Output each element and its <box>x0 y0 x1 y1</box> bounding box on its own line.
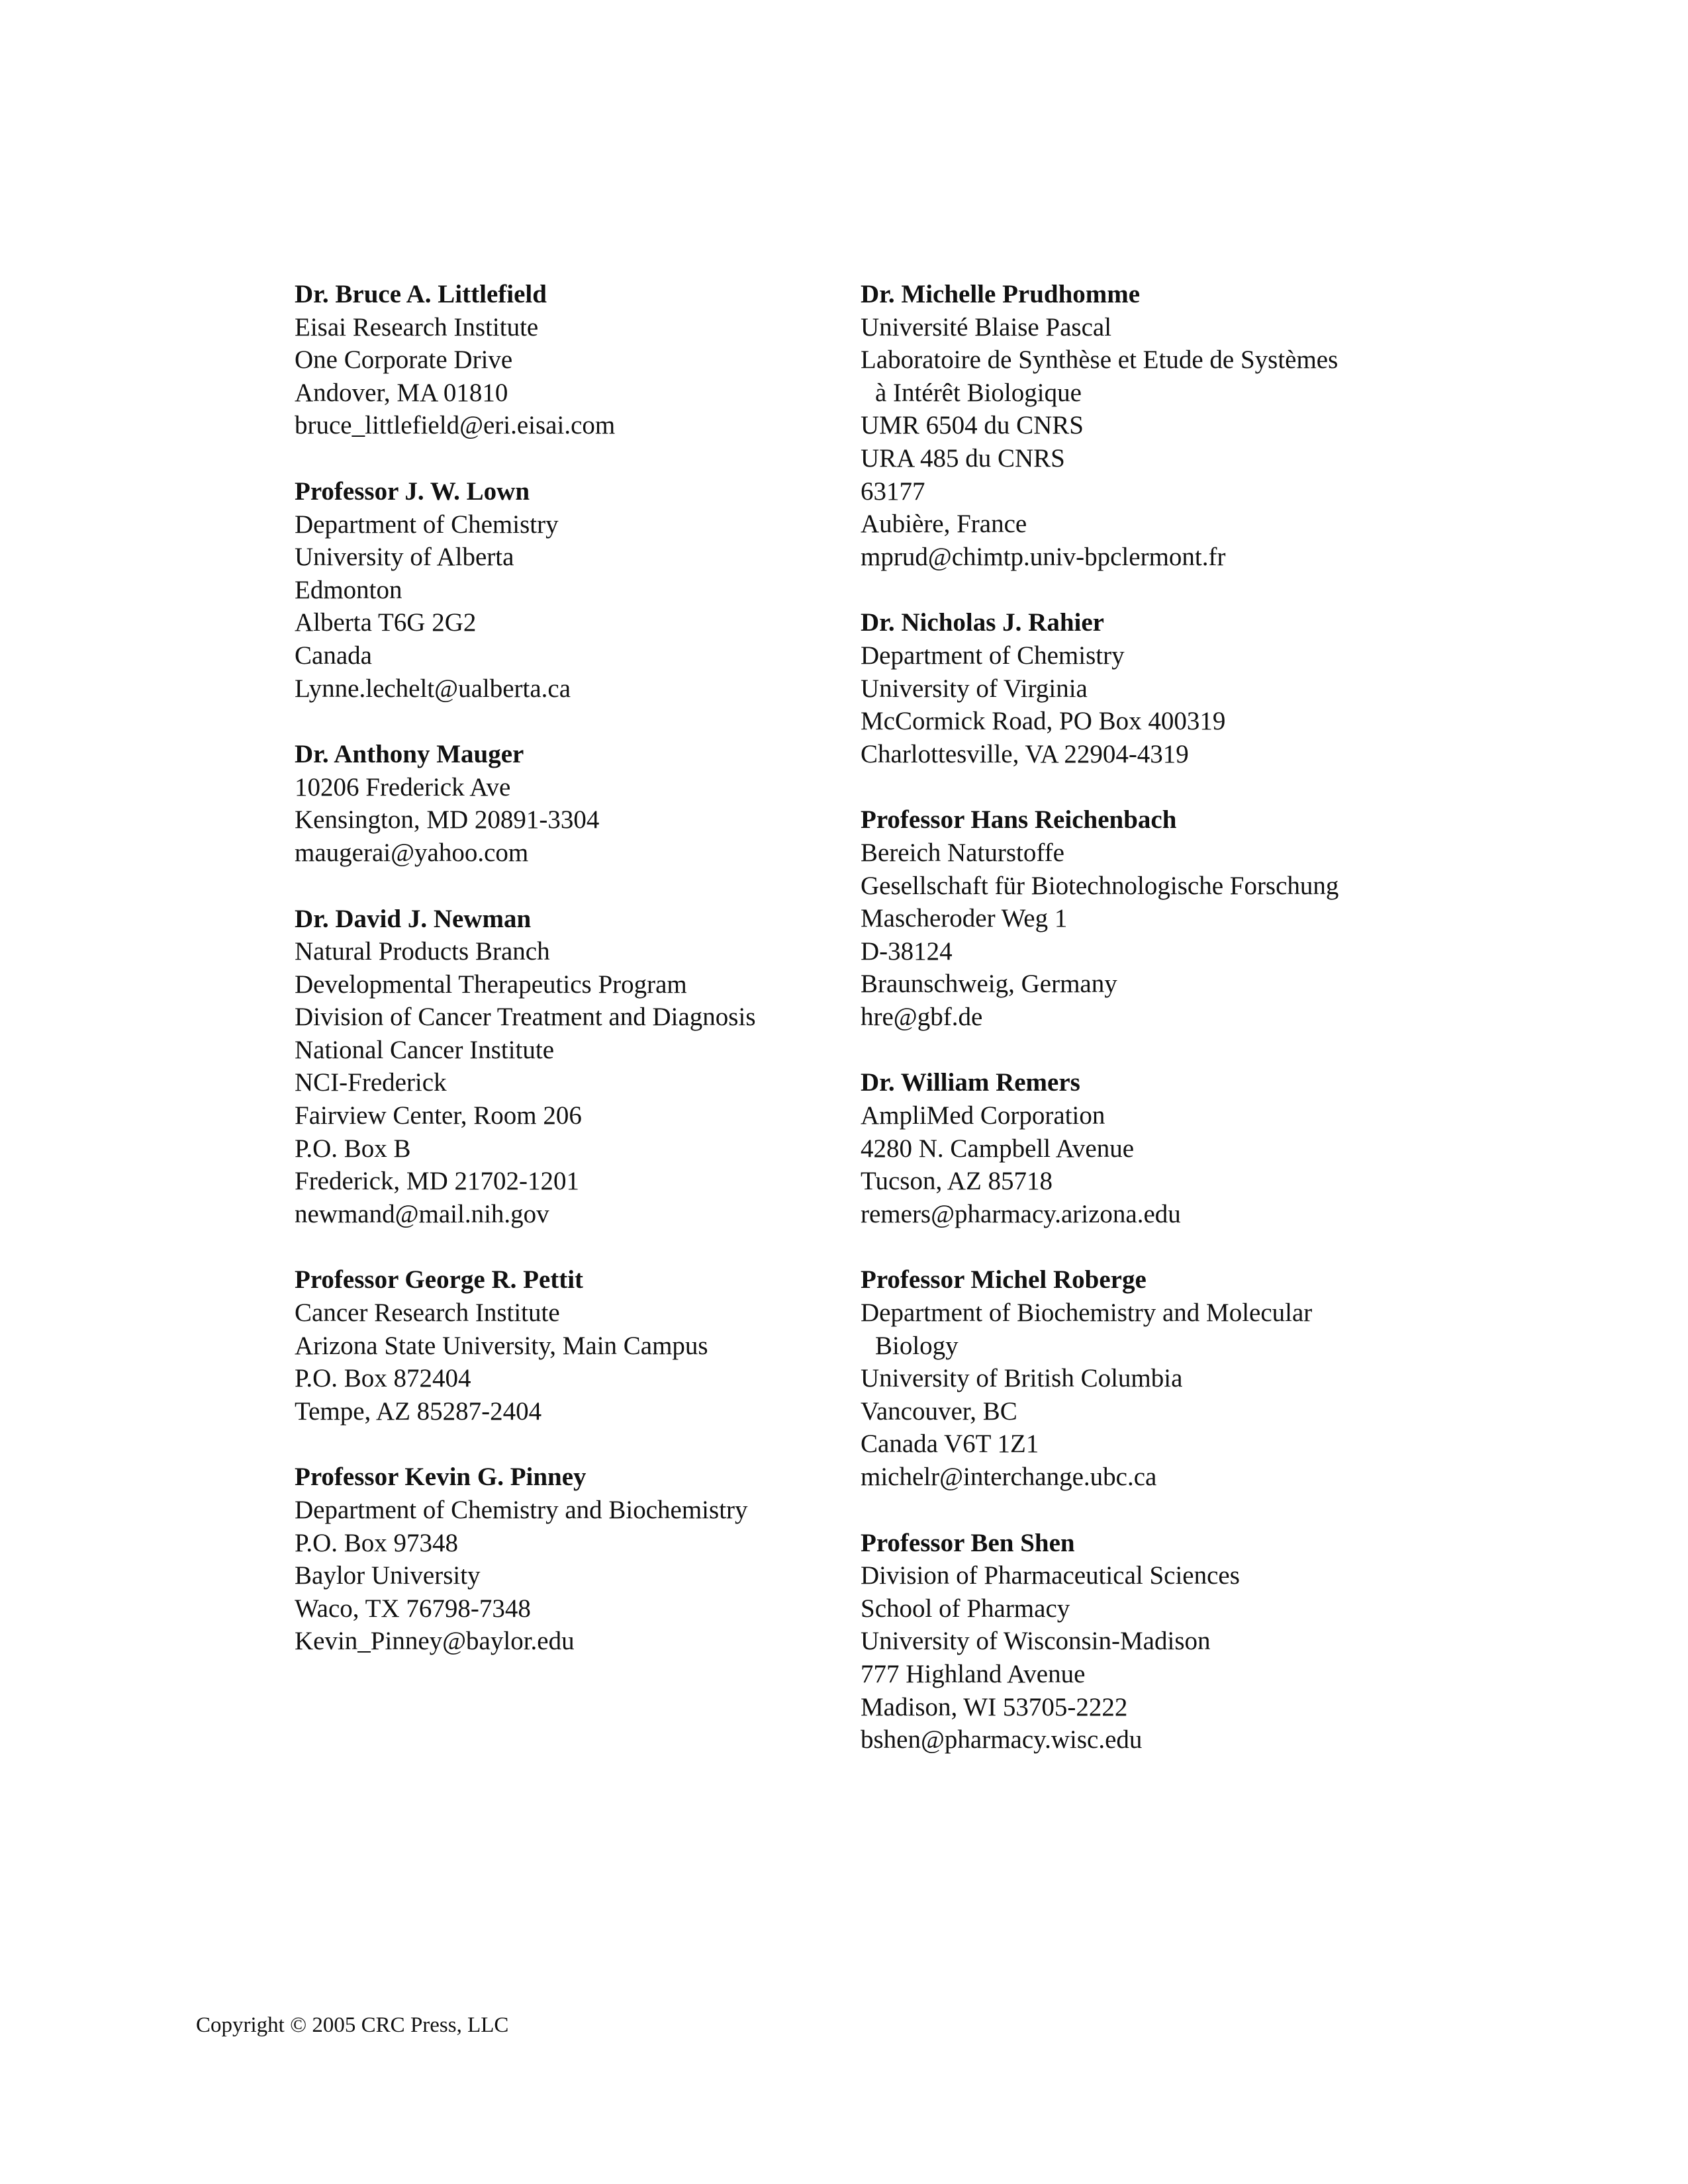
contributor-address-line: Arizona State University, Main Campus <box>295 1331 708 1360</box>
contributor-entry <box>861 1263 1523 1493</box>
contributor-address-line: Edmonton <box>295 575 402 604</box>
contributor-entry <box>295 1461 890 1658</box>
contributor-name: Professor Ben Shen <box>861 1528 1075 1557</box>
contributor-address-line: Aubière, France <box>861 510 1027 539</box>
contributor-email: maugerai@yahoo.com <box>295 838 529 867</box>
contributor-name: Dr. Bruce A. Littlefield <box>295 280 547 308</box>
contributor-address-line: Department of Biochemistry and Molecular <box>861 1298 1313 1328</box>
contributor-address-line: Kensington, MD 20891-3304 <box>295 805 600 835</box>
contributor-entry <box>295 1263 890 1428</box>
contributor-address-line: Tempe, AZ 85287-2404 <box>295 1396 542 1426</box>
contributor-address-line: Laboratoire de Synthèse et Etude de Systèmes <box>861 345 1338 375</box>
contributor-address-line: Department of Chemistry <box>295 510 559 539</box>
contributor-address-line: Division of Cancer Treatment and Diagnosis <box>295 1003 756 1032</box>
contributor-address-line: P.O. Box B <box>295 1134 411 1163</box>
contributor-address-line: AmpliMed Corporation <box>861 1101 1105 1130</box>
contributor-name: Dr. Anthony Mauger <box>295 740 524 769</box>
contributor-address-line: Eisai Research Institute <box>295 312 539 341</box>
contributor-address-line: Frederick, MD 21702-1201 <box>295 1167 580 1196</box>
contributor-address-line: Developmental Therapeutics Program <box>295 970 687 999</box>
contributor-name: Dr. William Remers <box>861 1068 1080 1097</box>
contributor-name: Dr. David J. Newman <box>295 904 532 933</box>
contributor-entry <box>861 278 1523 573</box>
contributor-email: mprud@chimtp.univ-bpclermont.fr <box>861 542 1226 571</box>
contributor-email: newmand@mail.nih.gov <box>295 1199 549 1228</box>
contributor-address-line: Baylor University <box>295 1561 481 1590</box>
contributor-address-line: 10206 Frederick Ave <box>295 772 511 801</box>
contributor-entry <box>295 903 890 1231</box>
contributor-address-line: Canada V6T 1Z1 <box>861 1430 1039 1459</box>
contributor-address-line: University of Alberta <box>295 543 514 572</box>
contributor-address-line: Vancouver, BC <box>861 1396 1017 1426</box>
copyright-footer: Copyright © 2005 CRC Press, LLC <box>196 2013 509 2037</box>
contributor-name: Dr. Michelle Prudhomme <box>861 280 1141 308</box>
contributor-address-line: Waco, TX 76798-7348 <box>295 1594 531 1623</box>
contributor-email: bshen@pharmacy.wisc.edu <box>861 1725 1143 1754</box>
contributor-address-line: Tucson, AZ 85718 <box>861 1167 1053 1196</box>
contributor-address-line: P.O. Box 872404 <box>295 1364 471 1393</box>
contributor-name: Professor Michel Roberge <box>861 1265 1147 1295</box>
contributor-address-line: UMR 6504 du CNRS <box>861 411 1084 440</box>
contributor-address-line: 4280 N. Campbell Avenue <box>861 1134 1135 1163</box>
contributor-address-line: 63177 <box>861 477 925 506</box>
contributor-column-left <box>295 278 890 1691</box>
contributor-address-line: University of Virginia <box>861 674 1088 703</box>
contributor-address-line: Department of Chemistry <box>861 641 1125 670</box>
contributor-address-line: Division of Pharmaceutical Sciences <box>861 1561 1240 1590</box>
contributor-name: Professor J. W. Lown <box>295 477 530 506</box>
contributor-address-line: P.O. Box 97348 <box>295 1528 459 1557</box>
contributor-name: Dr. Nicholas J. Rahier <box>861 608 1104 637</box>
contributor-address-line: Université Blaise Pascal <box>861 312 1112 341</box>
contributor-address-line: University of British Columbia <box>861 1364 1183 1393</box>
contributor-address-line: à Intérêt Biologique <box>875 378 1082 407</box>
contributor-entry <box>295 278 890 442</box>
contributor-entry <box>861 803 1523 1033</box>
contributor-column-right <box>861 278 1523 1790</box>
contributor-email: Kevin_Pinney@baylor.edu <box>295 1627 575 1656</box>
contributor-address-line: Mascheroder Weg 1 <box>861 904 1068 933</box>
contributor-address-line: University of Wisconsin-Madison <box>861 1627 1211 1656</box>
contributor-address-line: Natural Products Branch <box>295 937 550 966</box>
contributor-address-line: Department of Chemistry and Biochemistry <box>295 1496 748 1524</box>
contributor-address-line: Fairview Center, Room 206 <box>295 1101 582 1130</box>
contributor-name: Professor Hans Reichenbach <box>861 805 1177 835</box>
contributor-email: remers@pharmacy.arizona.edu <box>861 1199 1181 1228</box>
contributor-address-line: Braunschweig, Germany <box>861 970 1117 999</box>
contributor-name: Professor George R. Pettit <box>295 1265 584 1295</box>
contributor-address-line: Madison, WI 53705-2222 <box>861 1692 1128 1721</box>
contributor-entry <box>861 1066 1523 1230</box>
contributor-email: bruce_littlefield@eri.eisai.com <box>295 411 616 440</box>
contributor-entry <box>861 1527 1523 1756</box>
contributor-address-line: National Cancer Institute <box>295 1035 555 1064</box>
contributor-address-line: Andover, MA 01810 <box>295 378 508 407</box>
contributor-entry <box>295 738 890 869</box>
contributor-address-line: Gesellschaft für Biotechnologische Forschung <box>861 871 1339 900</box>
contributor-address-line: Canada <box>295 641 372 670</box>
contributor-email: michelr@interchange.ubc.ca <box>861 1463 1157 1491</box>
contributor-address-line: Cancer Research Institute <box>295 1298 560 1328</box>
contributor-email: hre@gbf.de <box>861 1002 983 1031</box>
contributor-address-line: School of Pharmacy <box>861 1594 1070 1623</box>
contributor-address-line: 777 Highland Avenue <box>861 1659 1086 1688</box>
contributor-address-line: Alberta T6G 2G2 <box>295 608 477 637</box>
contributor-name: Professor Kevin G. Pinney <box>295 1463 586 1492</box>
contributor-address-line: Biology <box>875 1331 959 1360</box>
contributor-address-line: Bereich Naturstoffe <box>861 838 1064 867</box>
contributor-entry <box>861 606 1523 770</box>
contributor-address-line: D-38124 <box>861 936 953 966</box>
contributor-email: Lynne.lechelt@ualberta.ca <box>295 674 571 703</box>
contributor-address-line: Charlottesville, VA 22904-4319 <box>861 739 1189 768</box>
contributor-address-line: McCormick Road, PO Box 400319 <box>861 707 1226 736</box>
contributor-address-line: URA 485 du CNRS <box>861 443 1065 473</box>
contributor-address-line: One Corporate Drive <box>295 345 513 375</box>
contributor-entry <box>295 475 890 705</box>
contributor-address-line: NCI-Frederick <box>295 1068 447 1097</box>
